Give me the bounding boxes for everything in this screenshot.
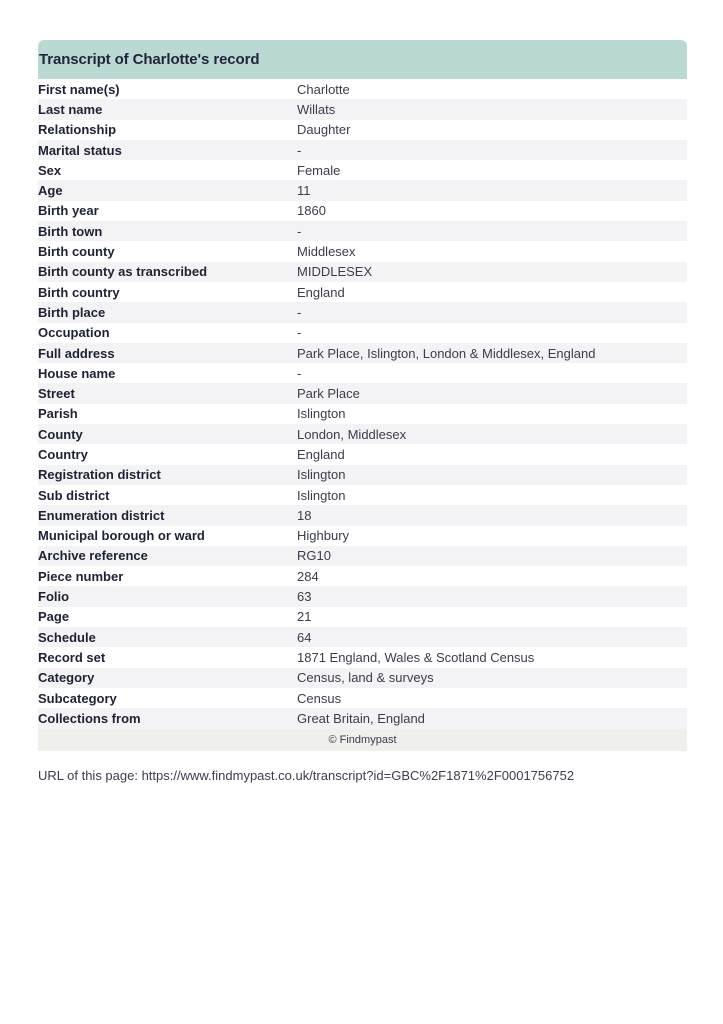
field-value: Daughter: [297, 122, 351, 138]
field-label: County: [38, 426, 83, 442]
field-value: -: [297, 223, 302, 239]
field-value: Female: [297, 162, 341, 178]
table-row: [38, 485, 687, 505]
field-value: 1871 England, Wales & Scotland Census: [297, 649, 535, 665]
field-value: 63: [297, 589, 312, 605]
field-value: RG10: [297, 548, 331, 564]
field-value: Highbury: [297, 528, 350, 544]
table-row: [38, 160, 687, 180]
field-label: Folio: [38, 589, 70, 605]
table-row: [38, 383, 687, 403]
field-value: -: [297, 365, 302, 381]
field-value: Middlesex: [297, 244, 356, 260]
field-label: Enumeration district: [38, 507, 165, 523]
table-row: [38, 505, 687, 525]
field-label: Collections from: [38, 710, 141, 726]
table-row: [38, 708, 687, 728]
field-value: -: [297, 325, 302, 341]
field-value: MIDDLESEX: [297, 264, 373, 280]
table-row: [38, 343, 687, 363]
copyright-text: © Findmypast: [328, 733, 397, 746]
field-label: Parish: [38, 406, 78, 422]
field-label: Archive reference: [38, 548, 148, 564]
field-label: Sex: [38, 162, 62, 178]
field-value: 284: [297, 568, 319, 584]
table-row: [38, 424, 687, 444]
field-value: -: [297, 304, 302, 320]
table-row: [38, 323, 687, 343]
field-label: Sub district: [38, 487, 110, 503]
field-value: 11: [297, 183, 311, 199]
field-label: Page: [38, 609, 70, 625]
field-label: Piece number: [38, 568, 124, 584]
field-value: Park Place, Islington, London & Middlesex, England: [297, 345, 596, 361]
field-value: Charlotte: [297, 81, 350, 97]
table-row: [38, 180, 687, 200]
field-label: Birth year: [38, 203, 99, 219]
table-row: [38, 627, 687, 647]
field-label: Full address: [38, 345, 115, 361]
field-label: Birth town: [38, 223, 103, 239]
field-value: Census, land & surveys: [297, 670, 434, 686]
field-value: 18: [297, 507, 312, 523]
table-row: [38, 566, 687, 586]
table-row: [38, 221, 687, 241]
table-row: [38, 120, 687, 140]
table-row: [38, 201, 687, 221]
table-row: [38, 465, 687, 485]
table-row: [38, 586, 687, 606]
field-label: Subcategory: [38, 690, 117, 706]
field-label: Country: [38, 446, 88, 462]
field-value: Great Britain, England: [297, 710, 425, 726]
field-value: 64: [297, 629, 312, 645]
field-label: Registration district: [38, 467, 161, 483]
transcript-footer: [38, 729, 687, 751]
field-value: England: [297, 284, 345, 300]
table-row: [38, 262, 687, 282]
field-label: Occupation: [38, 325, 110, 341]
table-row: [38, 363, 687, 383]
field-label: Age: [38, 183, 63, 199]
table-row: [38, 647, 687, 667]
field-value: Park Place: [297, 386, 360, 402]
table-row: [38, 668, 687, 688]
field-label: Last name: [38, 101, 103, 117]
field-value: Islington: [297, 467, 346, 483]
table-row: [38, 526, 687, 546]
field-value: 21: [297, 609, 312, 625]
table-row: [38, 140, 687, 160]
field-label: First name(s): [38, 81, 120, 97]
field-label: Relationship: [38, 122, 117, 138]
field-value: London, Middlesex: [297, 426, 407, 442]
field-value: Islington: [297, 487, 346, 503]
table-row: [38, 282, 687, 302]
field-label: Birth county: [38, 244, 115, 260]
field-label: Marital status: [38, 142, 122, 158]
transcript-table: [38, 79, 687, 729]
transcript-title: Transcript of Charlotte's record: [39, 51, 260, 68]
table-row: [38, 444, 687, 464]
table-row: [38, 241, 687, 261]
transcript-header: [38, 40, 687, 79]
field-value: -: [297, 142, 302, 158]
field-value: 1860: [297, 203, 326, 219]
table-row: [38, 546, 687, 566]
field-value: England: [297, 446, 345, 462]
transcript-card: [38, 40, 687, 751]
field-label: Municipal borough or ward: [38, 528, 205, 544]
table-row: [38, 404, 687, 424]
table-row: [38, 302, 687, 322]
table-row: [38, 79, 687, 99]
field-label: Schedule: [38, 629, 96, 645]
table-row: [38, 688, 687, 708]
field-label: House name: [38, 365, 116, 381]
field-label: Birth county as transcribed: [38, 264, 208, 280]
field-label: Birth place: [38, 304, 106, 320]
field-label: Street: [38, 386, 75, 402]
table-row: [38, 99, 687, 119]
page-url-text: URL of this page: https://www.findmypast.co.uk/transcript?id=GBC%2F1871%2F0001756752: [38, 768, 575, 783]
table-row: [38, 607, 687, 627]
field-label: Birth country: [38, 284, 120, 300]
field-label: Category: [38, 670, 95, 686]
field-value: Census: [297, 690, 342, 706]
field-value: Willats: [297, 101, 336, 117]
field-label: Record set: [38, 649, 106, 665]
field-value: Islington: [297, 406, 346, 422]
